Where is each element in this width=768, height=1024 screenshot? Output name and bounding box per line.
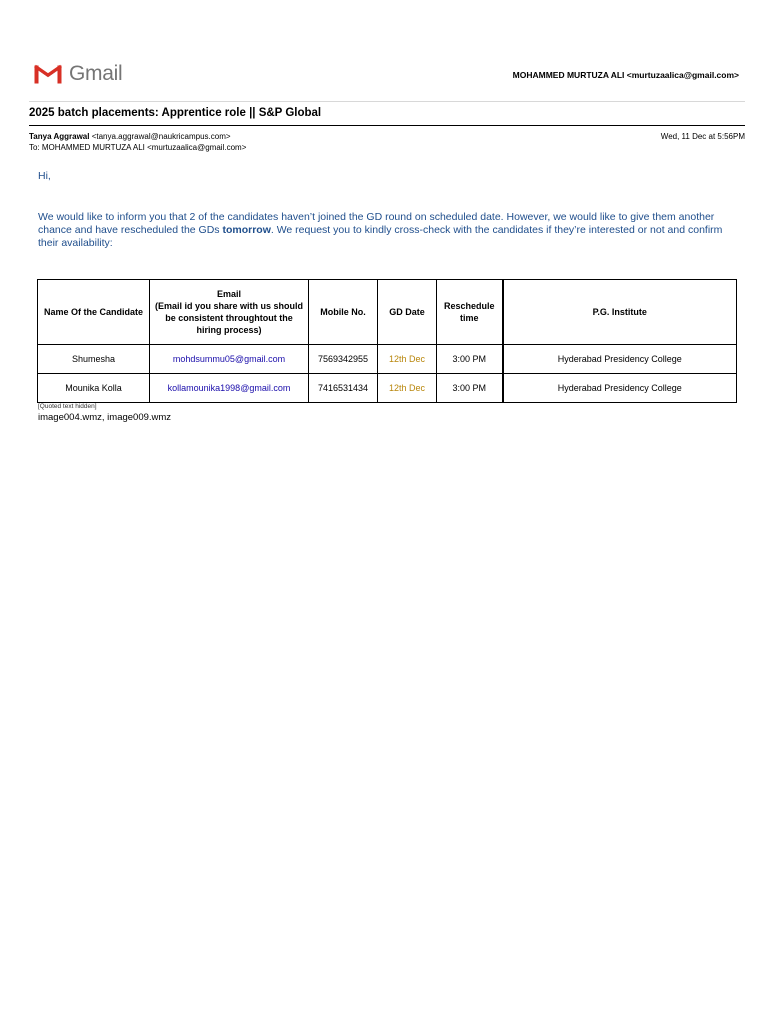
header-email-note: (Email id you share with us should be consistent throughtout the hiring process) bbox=[154, 301, 304, 335]
cell-institute: Hyderabad Presidency College bbox=[503, 345, 737, 374]
email-to: To: MOHAMMED MURTUZA ALI <murtuzaalica@gmail.com> bbox=[29, 143, 247, 152]
email-date: Wed, 11 Dec at 5:56PM bbox=[660, 132, 745, 141]
cell-mobile: 7569342955 bbox=[309, 345, 378, 374]
cell-name: Mounika Kolla bbox=[38, 374, 150, 403]
header-mobile: Mobile No. bbox=[309, 280, 378, 345]
header-institute: P.G. Institute bbox=[503, 280, 737, 345]
table-header-row bbox=[38, 280, 737, 345]
gmail-envelope-icon bbox=[33, 63, 63, 85]
email-from bbox=[29, 132, 231, 141]
cell-time: 3:00 PM bbox=[437, 374, 503, 403]
email-subject: 2025 batch placements: Apprentice role || S&P Global bbox=[29, 107, 322, 119]
para-bold: tomorrow bbox=[222, 224, 271, 236]
cell-name: Shumesha bbox=[38, 345, 150, 374]
quoted-text-hidden[interactable]: [Quoted text hidden] bbox=[38, 403, 97, 410]
cell-email bbox=[150, 345, 309, 374]
header-gd-date: GD Date bbox=[378, 280, 437, 345]
sender-name: Tanya Aggrawal bbox=[29, 132, 90, 141]
email-link[interactable]: mohdsummu05@gmail.com bbox=[172, 354, 286, 364]
candidates-table bbox=[37, 279, 737, 403]
cell-gd-date: 12th Dec bbox=[378, 374, 437, 403]
account-identity: MOHAMMED MURTUZA ALI <murtuzaalica@gmail.com> bbox=[512, 70, 739, 80]
cell-email bbox=[150, 374, 309, 403]
table-row bbox=[38, 374, 737, 403]
gmail-logo bbox=[33, 62, 122, 86]
attachments-list[interactable]: image004.wmz, image009.wmz bbox=[38, 412, 172, 423]
cell-time: 3:00 PM bbox=[437, 345, 503, 374]
table-row bbox=[38, 345, 737, 374]
header-reschedule: Reschedule time bbox=[437, 280, 503, 345]
para-part1: We would like to inform you that 2 of the candidates haven’t joined the GD round on scheduled date. However, we would like to give them another chance and have rescheduled the GDs bbox=[38, 211, 715, 236]
para-part2: . We request you to kindly cross-check with the candidates if they’re interested or not and confirm their availability: bbox=[38, 224, 723, 249]
email-greeting: Hi, bbox=[38, 170, 51, 182]
header-email bbox=[150, 280, 309, 345]
cell-gd-date: 12th Dec bbox=[378, 345, 437, 374]
subject-divider bbox=[29, 125, 745, 126]
gmail-logo-text: Gmail bbox=[69, 62, 123, 85]
sender-email: <tanya.aggrawal@naukricampus.com> bbox=[91, 132, 231, 141]
email-link[interactable]: kollamounika1998@gmail.com bbox=[167, 383, 291, 393]
header-name: Name Of the Candidate bbox=[38, 280, 150, 345]
header-email-title: Email bbox=[216, 289, 241, 299]
header-divider bbox=[29, 101, 745, 102]
cell-institute: Hyderabad Presidency College bbox=[503, 374, 737, 403]
email-paragraph bbox=[38, 211, 738, 250]
cell-mobile: 7416531434 bbox=[309, 374, 378, 403]
